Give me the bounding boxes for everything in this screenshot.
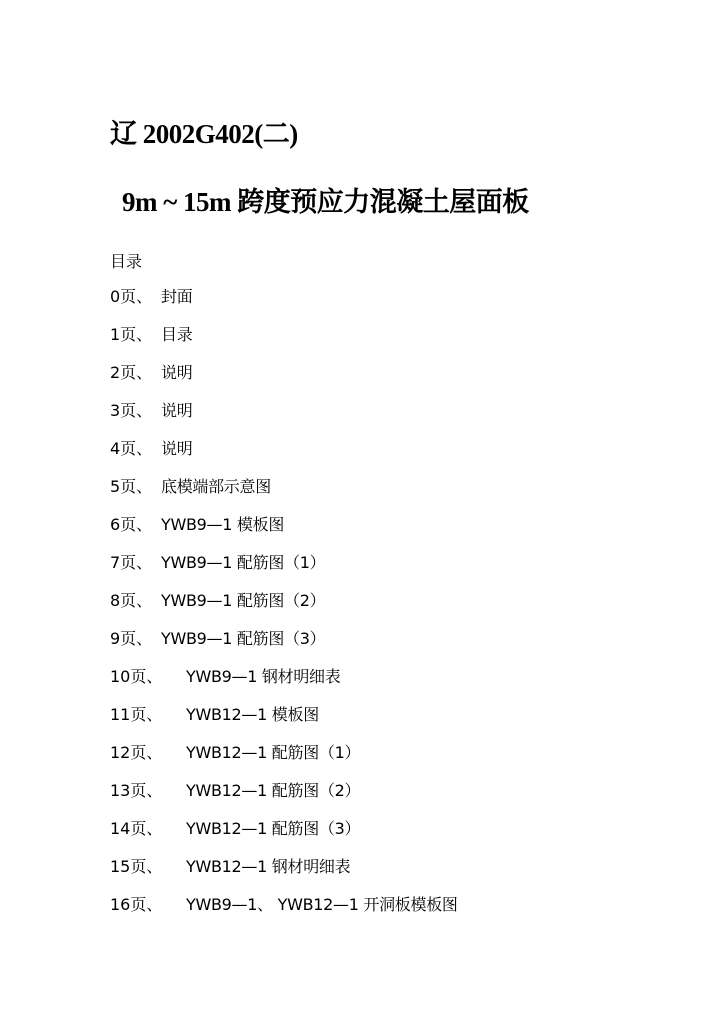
toc-page-number: 2页、: [110, 363, 153, 382]
toc-page-number: 7页、: [110, 553, 153, 572]
toc-page-number: 8页、: [110, 591, 153, 610]
toc-heading: 目录: [110, 252, 143, 271]
toc-page-number: 11页、: [110, 705, 163, 724]
toc-page-number: 6页、: [110, 515, 153, 534]
toc-page-number: 0页、: [110, 287, 153, 306]
toc-entry-title: YWB9—1 模板图: [161, 515, 285, 534]
toc-entry-title: YWB9—1、 YWB12—1 开洞板模板图: [186, 895, 458, 914]
toc-page-number: 13页、: [110, 781, 163, 800]
toc-entry-title: 封面: [161, 287, 193, 306]
toc-entry-title: 说明: [161, 439, 193, 458]
toc-entry-title: 目录: [161, 325, 193, 344]
toc-entry-title: 说明: [161, 401, 193, 420]
toc-page-number: 16页、: [110, 895, 163, 914]
toc-page-number: 9页、: [110, 629, 153, 648]
toc-entry-title: YWB9—1 配筋图（1）: [161, 553, 326, 572]
toc-entry-title: 说明: [161, 363, 193, 382]
toc-page-number: 1页、: [110, 325, 153, 344]
toc-page-number: 10页、: [110, 667, 163, 686]
toc-entry-title: YWB9—1 配筋图（2）: [161, 591, 326, 610]
document-subtitle: 9m ~ 15m 跨度预应力混凝土屋面板: [122, 187, 529, 217]
toc-page-number: 3页、: [110, 401, 153, 420]
toc-page-number: 12页、: [110, 743, 163, 762]
toc-entry-title: YWB12—1 配筋图（2）: [186, 781, 361, 800]
toc-entry-title: YWB12—1 配筋图（3）: [186, 819, 361, 838]
document-title: 辽 2002G402(二): [110, 119, 298, 149]
toc-entry-title: YWB12—1 模板图: [186, 705, 319, 724]
toc-entry-title: YWB12—1 钢材明细表: [186, 857, 351, 876]
toc-entry-title: YWB9—1 配筋图（3）: [161, 629, 326, 648]
toc-page-number: 15页、: [110, 857, 163, 876]
toc-entry-title: 底模端部示意图: [161, 477, 271, 496]
toc-entry-title: YWB12—1 配筋图（1）: [186, 743, 361, 762]
toc-page-number: 4页、: [110, 439, 153, 458]
toc-entry-title: YWB9—1 钢材明细表: [186, 667, 341, 686]
toc-page-number: 14页、: [110, 819, 163, 838]
toc-page-number: 5页、: [110, 477, 153, 496]
